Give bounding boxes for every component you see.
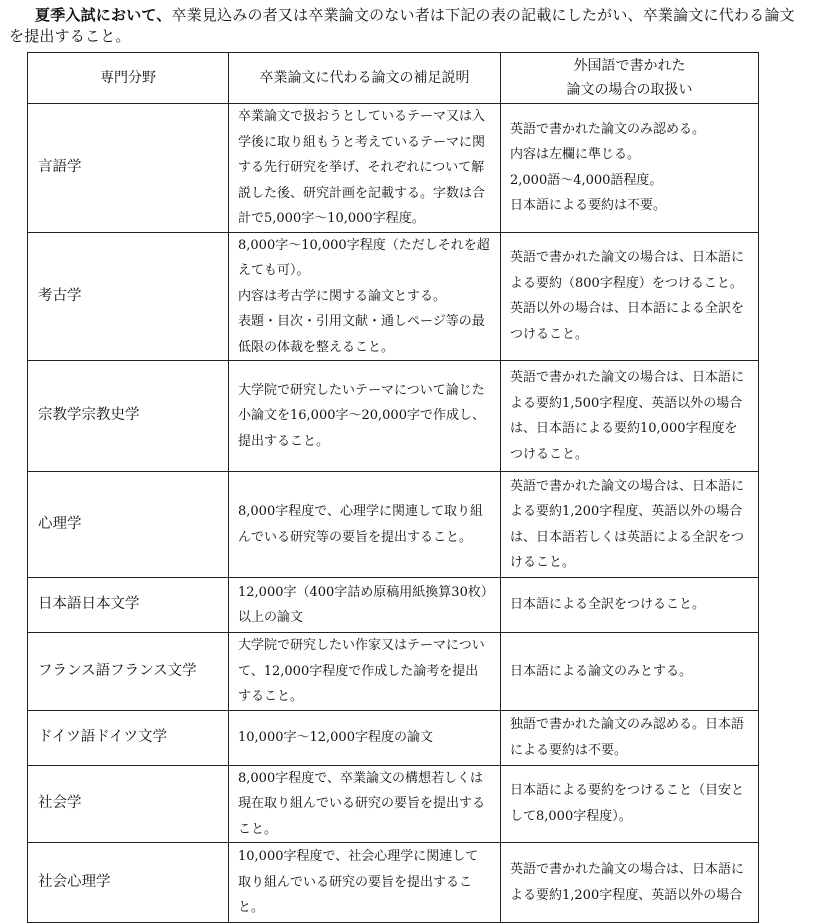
table-row [28, 843, 759, 923]
field-cell: フランス語フランス文学 [28, 633, 229, 711]
substitute-cell: 卒業論文で扱おうとしているテーマ又は入学後に取り組もうと考えているテーマに関する先行研究を挙げ、それぞれについて解説した後、研究計画を記載する。字数は合計で5,000字～10,000字程度。 [229, 104, 501, 233]
foreign-cell: 日本語による全訳をつけること。 [501, 578, 759, 633]
header-field: 専門分野 [28, 53, 229, 104]
foreign-cell: 英語で書かれた論文のみ認める。 内容は左欄に準じる。 2,000語～4,000語程度。 日本語による要約は不要。 [501, 104, 759, 233]
substitute-cell: 大学院で研究したいテーマについて論じた小論文を16,000字～20,000字で作成し、提出すること。 [229, 361, 501, 472]
substitute-cell: 12,000字（400字詰め原稿用紙換算30枚）以上の論文 [229, 578, 501, 633]
field-cell: 社会学 [28, 765, 229, 843]
field-cell: 日本語日本文学 [28, 578, 229, 633]
header-foreign: 外国語で書かれた 論文の場合の取扱い [501, 53, 759, 104]
field-cell: ドイツ語ドイツ文学 [28, 710, 229, 765]
field-cell: 社会心理学 [28, 843, 229, 923]
foreign-cell: 英語で書かれた論文の場合は、日本語による要約1,500字程度、英語以外の場合は、日本語による要約10,000字程度をつけること。 [501, 361, 759, 472]
table-row [28, 578, 759, 633]
foreign-cell: 英語で書かれた論文の場合は、日本語による要約1,200字程度、英語以外の場合 [501, 843, 759, 923]
table-header-row [28, 53, 759, 104]
table-row [28, 633, 759, 711]
substitute-cell: 10,000字～12,000字程度の論文 [229, 710, 501, 765]
field-cell: 考古学 [28, 232, 229, 361]
foreign-cell: 英語で書かれた論文の場合は、日本語による要約1,200字程度、英語以外の場合は、日本語若しくは英語による全訳をつけること。 [501, 472, 759, 578]
intro-paragraph [9, 5, 809, 47]
table-row [28, 765, 759, 843]
substitute-cell: 8,000字～10,000字程度（ただしそれを超えても可）。 内容は考古学に関する論文とする。 表題・目次・引用文献・通しページ等の最低限の体裁を整えること。 [229, 232, 501, 361]
table-row [28, 232, 759, 361]
substitute-cell: 8,000字程度で、卒業論文の構想若しくは現在取り組んでいる研究の要旨を提出すること。 [229, 765, 501, 843]
substitute-cell: 8,000字程度で、心理学に関連して取り組んでいる研究等の要旨を提出すること。 [229, 472, 501, 578]
header-substitute: 卒業論文に代わる論文の補足説明 [229, 53, 501, 104]
foreign-cell: 日本語による論文のみとする。 [501, 633, 759, 711]
field-cell: 心理学 [28, 472, 229, 578]
table-row [28, 472, 759, 578]
intro-text: 卒業見込みの者又は卒業論文のない者は下記の表の記載にしたがい、卒業論文に代わる論文を提出すること。 [9, 6, 795, 45]
field-cell: 宗教学宗教史学 [28, 361, 229, 472]
foreign-cell: 日本語による要約をつけること（目安として8,000字程度）。 [501, 765, 759, 843]
table-row [28, 104, 759, 233]
table-row [28, 361, 759, 472]
foreign-cell: 英語で書かれた論文の場合は、日本語による要約（800字程度）をつけること。英語以外の場合は、日本語による全訳をつけること。 [501, 232, 759, 361]
table-row [28, 710, 759, 765]
intro-lead: 夏季入試において、 [35, 6, 172, 24]
foreign-cell: 独語で書かれた論文のみ認める。日本語による要約は不要。 [501, 710, 759, 765]
substitute-cell: 10,000字程度で、社会心理学に関連して取り組んでいる研究の要旨を提出すること。 [229, 843, 501, 923]
requirements-table [27, 52, 759, 923]
field-cell: 言語学 [28, 104, 229, 233]
substitute-cell: 大学院で研究したい作家又はテーマについて、12,000字程度で作成した論考を提出すること。 [229, 633, 501, 711]
